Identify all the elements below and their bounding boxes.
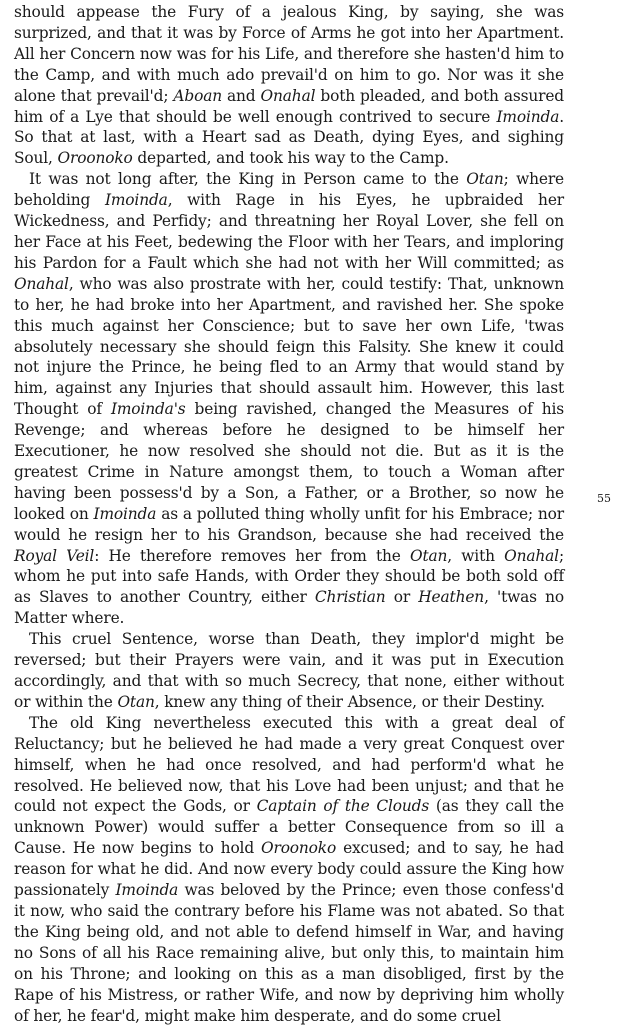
text-run: and <box>221 86 261 105</box>
text-run: , with Rage in his Eyes, he upbraided her Wickedness, and Perfidy; and threatning her Royal Lover, she fell on her Face at his Feet, bedewing the Floor with her Tears, and imploring his Pardon for a Fault which she had not with her Will committed; as <box>14 191 564 272</box>
paragraph <box>14 629 564 713</box>
text-run: , knew any thing of their Absence, or their Destiny. <box>154 692 545 711</box>
text-run: ; where beholding <box>14 170 564 210</box>
italic-text: Imoinda <box>104 191 168 210</box>
text-run: was beloved by the Prince; even those confess'd it now, who said the contrary before his Flame was not abated. So that the King being old, and not able to defend himself in War, and having no Sons of all his Race remaining alive, but only this, to maintain him on his Throne; and looking on this as a man disobliged, first by the Rape of his Mistress, or rather Wife, and now by depriving him wholly of her, he fear'd, might make him desperate, and do some cruel <box>14 881 564 1025</box>
italic-text: Onahal <box>14 274 69 293</box>
paragraph <box>14 713 564 1026</box>
text-run: . So that at last, with a Heart sad as Death, dying Eyes, and sighing Soul, <box>14 107 564 168</box>
text-run: The old King nevertheless executed this with a great deal of Reluctancy; but he believed he had made a very great Conquest over himself, when he had once resolved, and had perform'd what he resolved. He believed now, that his Love had been unjust; and that he could not expect the Gods, or <box>14 713 564 816</box>
italic-text: Captain of the Clouds <box>256 797 430 816</box>
italic-text: Imoinda's <box>110 400 186 419</box>
text-run: : He therefore removes her from the <box>94 546 410 565</box>
italic-text: Christian <box>314 588 386 607</box>
text-run: It was not long after, the King in Person came to the <box>29 170 467 189</box>
page-body <box>14 2 564 1026</box>
text-run: should appease the Fury of a jealous King, by saying, she was surprized, and that it was by Force of Arms he got into her Apartment. All her Concern now was for his Life, and therefore she hasten'd him to the Camp, and with much ado prevail'd on him to go. Nor was it she alone that prevail'd; <box>14 3 564 105</box>
italic-text: Otan <box>466 170 504 189</box>
text-run: excused; and to say, he had reason for what he did. And now every body could assure the King how passionately <box>14 839 564 900</box>
text-run: as a polluted thing wholly unfit for his Embrace; nor would he resign her to his Grandson, because she had received the <box>14 504 564 544</box>
italic-text: Otan <box>409 546 448 565</box>
italic-text: Onahal <box>504 546 559 565</box>
text-run: This cruel Sentence, worse than Death, they implor'd might be reversed; but their Prayers were vain, and it was put in Execution accordingly, and that with so much Secrecy, that none, either without or within the <box>14 630 564 711</box>
italic-text: Imoinda <box>93 504 157 523</box>
text-run: departed, and took his way to the Camp. <box>132 149 449 168</box>
text-run: being ravished, changed the Measures of his Revenge; and whereas before he designed to be himself her Executioner, he now resolved she should not die. But as it is the greatest Crime in Nature amongst them, to touch a Woman after having been possess'd by a Son, a Father, or a Brother, so now he looked on <box>14 400 565 523</box>
paragraph <box>14 169 564 629</box>
italic-text: Oroonoko <box>261 839 337 858</box>
italic-text: Otan <box>117 692 155 711</box>
italic-text: Royal Veil <box>14 546 95 565</box>
text-run: (as they call the unknown Power) would suffer a better Consequence from so ill a Cause. He now begins to hold <box>14 797 565 858</box>
text-run: , 'twas no Matter where. <box>14 588 564 628</box>
italic-text: Imoinda <box>496 107 560 126</box>
text-run: , with <box>447 546 505 565</box>
text-run: ; whom he put into safe Hands, with Order they should be both sold off as Slaves to another Country, either <box>14 546 564 607</box>
text-run: or <box>385 588 419 607</box>
italic-text: Heathen <box>418 588 485 607</box>
italic-text: Onahal <box>260 86 316 105</box>
italic-text: Imoinda <box>115 881 179 900</box>
italic-text: Oroonoko <box>57 149 133 168</box>
text-run: both pleaded, and both assured him of a Lye that should be well enough contrived to secure <box>14 86 564 126</box>
paragraph <box>14 2 564 169</box>
text-run: , who was also prostrate with her, could testify: That, unknown to her, he had broke into her Apartment, and ravished her. She spoke this much against her Conscience; but to save her own Life, 'twas absolutely necessary she should feign this Falsity. She knew it could not injure the Prince, he being fled to an Army that would stand by him, against any Injuries that should assault him. However, this last Thought of <box>14 274 564 419</box>
italic-text: Aboan <box>173 86 222 105</box>
line-number: 55 <box>597 492 611 505</box>
